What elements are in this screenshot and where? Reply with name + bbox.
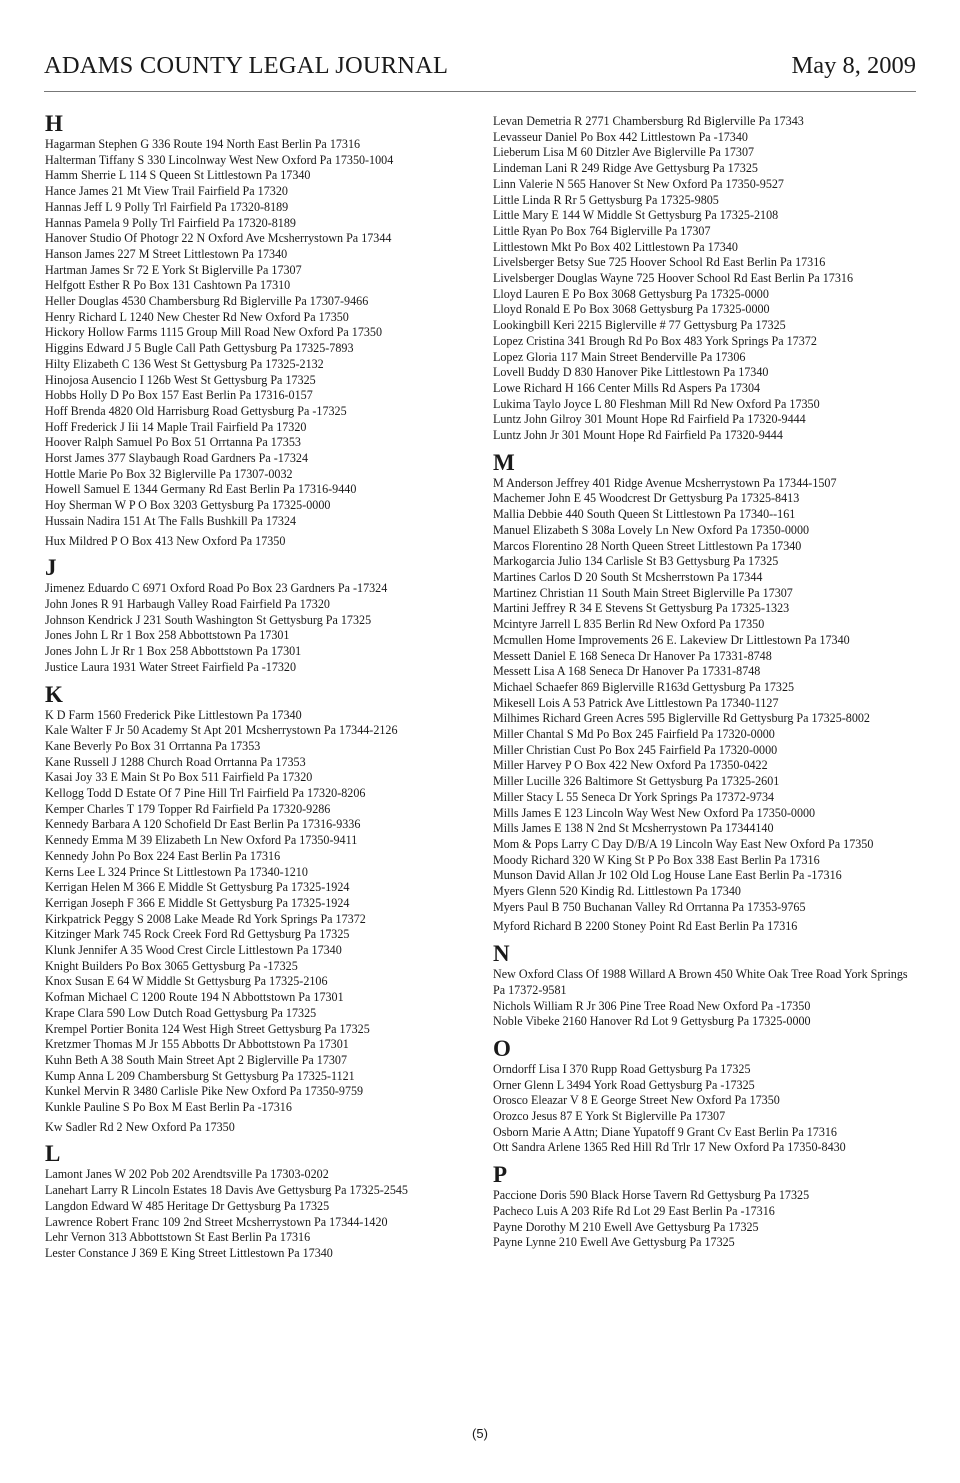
header-rule <box>44 91 916 92</box>
directory-section <box>493 450 943 935</box>
directory-entry: Martinez Christian 11 South Main Street Biglerville Pa 17307 <box>493 585 793 600</box>
directory-entry: Kirkpatrick Peggy S 2008 Lake Meade Rd York Springs Pa 17372 <box>45 911 366 926</box>
directory-entry: Hartman James Sr 72 E York St Biglerville Pa 17307 <box>45 262 302 277</box>
directory-entry: Hinojosa Ausencio I 126b West St Gettysburg Pa 17325 <box>45 372 316 387</box>
directory-entry: Halterman Tiffany S 330 Lincolnway West New Oxford Pa 17350-1004 <box>45 152 394 167</box>
page-header <box>44 52 916 92</box>
directory-entry: Pacheco Luis A 203 Rife Rd Lot 29 East Berlin Pa -17316 <box>493 1203 775 1218</box>
directory-entry: Orozco Jesus 87 E York St Biglerville Pa 17307 <box>493 1109 726 1124</box>
directory-entry: Lloyd Lauren E Po Box 3068 Gettysburg Pa 17325-0000 <box>493 286 769 301</box>
directory-entry: Lukima Taylo Joyce L 80 Fleshman Mill Rd New Oxford Pa 17350 <box>493 396 820 411</box>
directory-entry: Lovell Buddy D 830 Hanover Pike Littlestown Pa 17340 <box>493 365 769 380</box>
directory-entry: Mills James E 123 Lincoln Way West New Oxford Pa 17350-0000 <box>493 805 816 820</box>
directory-entry: Lopez Gloria 117 Main Street Benderville Pa 17306 <box>493 349 746 364</box>
directory-entry: Kennedy Barbara A 120 Schofield Dr East Berlin Pa 17316-9336 <box>45 817 361 832</box>
directory-entry: Mills James E 138 N 2nd St Mcsherrystown Pa 17344140 <box>493 821 774 836</box>
section-letter-heading: L <box>45 1141 61 1167</box>
directory-entry: Justice Laura 1931 Water Street Fairfield Pa -17320 <box>45 659 297 674</box>
directory-section <box>45 1141 495 1261</box>
publication-date: May 8, 2009 <box>791 52 916 79</box>
directory-entry: Orner Glenn L 3494 York Road Gettysburg Pa -17325 <box>493 1077 755 1092</box>
directory-entry: Jones John L Jr Rr 1 Box 258 Abbottstown Pa 17301 <box>45 644 302 659</box>
section-letter-heading: O <box>493 1035 511 1061</box>
directory-entry: Payne Lynne 210 Ewell Ave Gettysburg Pa 17325 <box>493 1235 735 1250</box>
directory-entry: Hobbs Holly D Po Box 157 East Berlin Pa 17316-0157 <box>45 388 313 403</box>
directory-entry: Little Linda R Rr 5 Gettysburg Pa 17325-9805 <box>493 192 719 207</box>
directory-entry: Miller Lucille 326 Baltimore St Gettysburg Pa 17325-2601 <box>493 774 780 789</box>
directory-entry: Miller Stacy L 55 Seneca Dr York Springs Pa 17372-9734 <box>493 789 775 804</box>
directory-entry: Hussain Nadira 151 At The Falls Bushkill Pa 17324 <box>45 513 297 528</box>
directory-entry: Lanehart Larry R Lincoln Estates 18 Davis Ave Gettysburg Pa 17325-2545 <box>45 1183 408 1198</box>
directory-entry: Hanson James 227 M Street Littlestown Pa 17340 <box>45 246 288 261</box>
directory-entry: Martines Carlos D 20 South St Mcsherrstown Pa 17344 <box>493 569 763 584</box>
directory-entry: Kellogg Todd D Estate Of 7 Pine Hill Trl Fairfield Pa 17320-8206 <box>45 786 366 801</box>
directory-entry: Kerns Lee L 324 Prince St Littlestown Pa 17340-1210 <box>45 864 308 879</box>
directory-entry: Orndorff Lisa I 370 Rupp Road Gettysburg Pa 17325 <box>493 1061 751 1076</box>
directory-entry: Levan Demetria R 2771 Chambersburg Rd Biglerville Pa 17343 <box>493 114 804 128</box>
directory-entry: Hickory Hollow Farms 1115 Group Mill Road New Oxford Pa 17350 <box>45 325 383 340</box>
directory-entry: Osborn Marie A Attn; Diane Yupatoff 9 Grant Cv East Berlin Pa 17316 <box>493 1124 837 1139</box>
directory-entry: Marcos Florentino 28 North Queen Street Littlestown Pa 17340 <box>493 538 802 553</box>
directory-entry: Miller Chantal S Md Po Box 245 Fairfield Pa 17320-0000 <box>493 727 775 742</box>
directory-entry: Lehr Vernon 313 Abbottstown St East Berlin Pa 17316 <box>45 1230 311 1245</box>
directory-entry: Kennedy John Po Box 224 East Berlin Pa 17316 <box>45 848 281 863</box>
directory-entry: Hagarman Stephen G 336 Route 194 North East Berlin Pa 17316 <box>45 137 361 151</box>
publication-title: ADAMS COUNTY LEGAL JOURNAL <box>44 52 449 79</box>
directory-entry: Littlestown Mkt Po Box 402 Littlestown Pa 17340 <box>493 239 738 254</box>
directory-entry: Kunkle Pauline S Po Box M East Berlin Pa -17316 <box>45 1100 292 1115</box>
directory-entry: Hilty Elizabeth C 136 West St Gettysburg Pa 17325-2132 <box>45 356 324 371</box>
section-letter-heading: H <box>45 111 63 136</box>
directory-section <box>45 111 495 549</box>
directory-entry: Lester Constance J 369 E King Street Littlestown Pa 17340 <box>45 1246 333 1260</box>
section-letter-heading: J <box>45 555 57 581</box>
directory-entry: Lawrence Robert Franc 109 2nd Street Mcsherrystown Pa 17344-1420 <box>45 1214 388 1229</box>
section-letter-heading: M <box>493 449 515 475</box>
directory-entry: Kw Sadler Rd 2 New Oxford Pa 17350 <box>45 1119 235 1134</box>
directory-entry: Milhimes Richard Green Acres 595 Biglerville Rd Gettysburg Pa 17325-8002 <box>493 711 870 726</box>
directory-entry: Jones John L Rr 1 Box 258 Abbottstown Pa 17301 <box>45 628 290 643</box>
directory-entry: Krape Clara 590 Low Dutch Road Gettysburg Pa 17325 <box>45 1005 317 1020</box>
directory-entry: Hoff Brenda 4820 Old Harrisburg Road Gettysburg Pa -17325 <box>45 403 347 418</box>
directory-entry: Ott Sandra Arlene 1365 Red Hill Rd Trlr 17 New Oxford Pa 17350-8430 <box>493 1140 846 1155</box>
right-column <box>493 114 943 1251</box>
directory-entry: Martini Jeffrey R 34 E Stevens St Gettysburg Pa 17325-1323 <box>493 601 790 616</box>
directory-entry: Livelsberger Douglas Wayne 725 Hoover School Rd East Berlin Pa 17316 <box>493 271 853 286</box>
directory-entry: Livelsberger Betsy Sue 725 Hoover School Rd East Berlin Pa 17316 <box>493 255 826 270</box>
directory-entry: Linn Valerie N 565 Hanover St New Oxford Pa 17350-9527 <box>493 176 784 191</box>
directory-entry: Johnson Kendrick J 231 South Washington St Gettysburg Pa 17325 <box>45 612 372 627</box>
directory-entry: Luntz John Jr 301 Mount Hope Rd Fairfield Pa 17320-9444 <box>493 428 783 443</box>
directory-entry: Mikesell Lois A 53 Patrick Ave Littlestown Pa 17340-1127 <box>493 695 779 710</box>
directory-section <box>493 1036 943 1156</box>
directory-entry: Kane Russell J 1288 Church Road Orrtanna Pa 17353 <box>45 754 306 769</box>
directory-section <box>45 682 495 1136</box>
directory-entry: Knox Susan E 64 W Middle St Gettysburg Pa 17325-2106 <box>45 974 328 989</box>
directory-entry: Jimenez Eduardo C 6971 Oxford Road Po Box 23 Gardners Pa -17324 <box>45 581 388 596</box>
directory-section <box>45 555 495 675</box>
directory-entry: Mcintyre Jarrell L 835 Berlin Rd New Oxford Pa 17350 <box>493 617 765 632</box>
directory-entry: Mom & Pops Larry C Day D/B/A 19 Lincoln Way East New Oxford Pa 17350 <box>493 836 874 851</box>
directory-entry: Kunkel Mervin R 3480 Carlisle Pike New Oxford Pa 17350-9759 <box>45 1084 364 1099</box>
directory-entry: Hanover Studio Of Photogr 22 N Oxford Ave Mcsherrystown Pa 17344 <box>45 231 392 246</box>
directory-entry: Nichols William R Jr 306 Pine Tree Road New Oxford Pa -17350 <box>493 998 811 1013</box>
directory-entry: Hannas Pamela 9 Polly Trl Fairfield Pa 17320-8189 <box>45 215 296 230</box>
directory-entry: Kemper Charles T 179 Topper Rd Fairfield Pa 17320-9286 <box>45 801 331 816</box>
directory-entry: Mcmullen Home Improvements 26 E. Lakeview Dr Littlestown Pa 17340 <box>493 632 850 647</box>
directory-entry: Lowe Richard H 166 Center Mills Rd Aspers Pa 17304 <box>493 380 761 395</box>
directory-entry: Hottle Marie Po Box 32 Biglerville Pa 17307-0032 <box>45 466 293 481</box>
directory-entry: Miller Christian Cust Po Box 245 Fairfield Pa 17320-0000 <box>493 742 778 757</box>
directory-entry: Myford Richard B 2200 Stoney Point Rd East Berlin Pa 17316 <box>493 919 798 934</box>
directory-entry: Hamm Sherrie L 114 S Queen St Littlestown Pa 17340 <box>45 168 311 183</box>
directory-entry: Hoover Ralph Samuel Po Box 51 Orrtanna Pa 17353 <box>45 435 301 450</box>
directory-entry: Klunk Jennifer A 35 Wood Crest Circle Littlestown Pa 17340 <box>45 943 342 958</box>
directory-entry: Kane Beverly Po Box 31 Orrtanna Pa 17353 <box>45 738 261 753</box>
directory-entry: Horst James 377 Slaybaugh Road Gardners Pa -17324 <box>45 451 308 466</box>
directory-entry: Heller Douglas 4530 Chambersburg Rd Biglerville Pa 17307-9466 <box>45 294 369 309</box>
directory-section <box>493 1162 943 1251</box>
directory-entry: Miller Harvey P O Box 422 New Oxford Pa 17350-0422 <box>493 758 768 773</box>
directory-entry: Markogarcia Julio 134 Carlisle St B3 Gettysburg Pa 17325 <box>493 554 779 569</box>
directory-entry: Hannas Jeff L 9 Polly Trl Fairfield Pa 17320-8189 <box>45 199 289 214</box>
directory-entry: Myers Glenn 520 Kindig Rd. Littlestown Pa 17340 <box>493 884 741 899</box>
directory-entry: Helfgott Esther R Po Box 131 Cashtown Pa 17310 <box>45 278 291 293</box>
section-letter-heading: K <box>45 681 63 707</box>
directory-entry: Levasseur Daniel Po Box 442 Littlestown Pa -17340 <box>493 129 748 144</box>
directory-entry: Henry Richard L 1240 New Chester Rd New Oxford Pa 17350 <box>45 309 349 324</box>
directory-entry: Messett Lisa A 168 Seneca Dr Hanover Pa 17331-8748 <box>493 664 761 679</box>
section-letter-heading: N <box>493 941 510 967</box>
directory-entry: Hux Mildred P O Box 413 New Oxford Pa 17350 <box>45 533 286 548</box>
directory-entry: Kump Anna L 209 Chambersburg St Gettysburg Pa 17325-1121 <box>45 1068 355 1083</box>
directory-entry: Kuhn Beth A 38 South Main Street Apt 2 Biglerville Pa 17307 <box>45 1052 348 1067</box>
directory-entry: Mallia Debbie 440 South Queen St Littlestown Pa 17340--161 <box>493 507 796 522</box>
directory-entry: Michael Schaefer 869 Biglerville R163d Gettysburg Pa 17325 <box>493 679 795 694</box>
directory-entry: Lieberum Lisa M 60 Ditzler Ave Biglerville Pa 17307 <box>493 145 755 160</box>
directory-entry: Kretzmer Thomas M Jr 155 Abbotts Dr Abbottstown Pa 17301 <box>45 1037 349 1052</box>
directory-entry: Moody Richard 320 W King St P Po Box 338 East Berlin Pa 17316 <box>493 852 820 867</box>
directory-entry: Kasai Joy 33 E Main St Po Box 511 Fairfield Pa 17320 <box>45 770 313 785</box>
directory-entry: Orosco Eleazar V 8 E George Street New Oxford Pa 17350 <box>493 1093 780 1108</box>
directory-entry: Lamont Janes W 202 Pob 202 Arendtsville Pa 17303-0202 <box>45 1167 329 1182</box>
directory-entry: Lindeman Lani R 249 Ridge Ave Gettysburg Pa 17325 <box>493 161 758 176</box>
directory-entry: Kofman Michael C 1200 Route 194 N Abbottstown Pa 17301 <box>45 990 344 1005</box>
directory-entry: Lloyd Ronald E Po Box 3068 Gettysburg Pa 17325-0000 <box>493 302 770 317</box>
directory-entry: Kitzinger Mark 745 Rock Creek Ford Rd Gettysburg Pa 17325 <box>45 927 350 942</box>
directory-entry: Lopez Cristina 341 Brough Rd Po Box 483 York Springs Pa 17372 <box>493 333 817 348</box>
directory-entry: Krempel Portier Bonita 124 West High Street Gettysburg Pa 17325 <box>45 1021 370 1036</box>
directory-entry: Kennedy Emma M 39 Elizabeth Ln New Oxford Pa 17350-9411 <box>45 833 358 848</box>
directory-entry: Manuel Elizabeth S 308a Lovely Ln New Oxford Pa 17350-0000 <box>493 522 810 537</box>
directory-entry: Messett Daniel E 168 Seneca Dr Hanover Pa 17331-8748 <box>493 648 772 663</box>
directory-entry: Luntz John Gilroy 301 Mount Hope Rd Fairfield Pa 17320-9444 <box>493 412 806 427</box>
directory-entry: Little Mary E 144 W Middle St Gettysburg Pa 17325-2108 <box>493 208 779 223</box>
directory-entry: Howell Samuel E 1344 Germany Rd East Berlin Pa 17316-9440 <box>45 482 357 497</box>
directory-entry: Kerrigan Helen M 366 E Middle St Gettysburg Pa 17325-1924 <box>45 880 350 895</box>
directory-section <box>493 114 943 444</box>
directory-entry: John Jones R 91 Harbaugh Valley Road Fairfield Pa 17320 <box>45 596 330 611</box>
directory-entry: Machemer John E 45 Woodcrest Dr Gettysburg Pa 17325-8413 <box>493 491 800 506</box>
directory-entry: Knight Builders Po Box 3065 Gettysburg Pa -17325 <box>45 958 298 973</box>
directory-entry: Higgins Edward J 5 Bugle Call Path Gettysburg Pa 17325-7893 <box>45 341 354 356</box>
directory-entry: Payne Dorothy M 210 Ewell Ave Gettysburg Pa 17325 <box>493 1219 759 1234</box>
directory-entry: Little Ryan Po Box 764 Biglerville Pa 17307 <box>493 223 711 238</box>
section-letter-heading: P <box>493 1162 508 1188</box>
directory-entry: Hoff Frederick J Iii 14 Maple Trail Fairfield Pa 17320 <box>45 419 307 434</box>
directory-entry: K D Farm 1560 Frederick Pike Littlestown Pa 17340 <box>45 707 302 722</box>
page-number: (5) <box>472 1426 488 1441</box>
directory-entry: Lookingbill Keri 2215 Biglerville # 77 Gettysburg Pa 17325 <box>493 318 786 333</box>
directory-entry: Hoy Sherman W P O Box 3203 Gettysburg Pa 17325-0000 <box>45 498 331 513</box>
directory-entry: Noble Vibeke 2160 Hanover Rd Lot 9 Gettysburg Pa 17325-0000 <box>493 1014 811 1029</box>
left-column <box>45 111 495 1262</box>
directory-entry: Munson David Allan Jr 102 Old Log House Lane East Berlin Pa -17316 <box>493 868 842 883</box>
directory-entry: M Anderson Jeffrey 401 Ridge Avenue Mcsherrystown Pa 17344-1507 <box>493 475 837 490</box>
directory-entry: Kerrigan Joseph F 366 E Middle St Gettysburg Pa 17325-1924 <box>45 895 350 910</box>
directory-entry: Langdon Edward W 485 Heritage Dr Gettysburg Pa 17325 <box>45 1198 330 1213</box>
directory-entry: New Oxford Class Of 1988 Willard A Brown 450 White Oak Tree Road York Springs Pa 17372-9581 <box>493 967 908 997</box>
directory-entry: Paccione Doris 590 Black Horse Tavern Rd Gettysburg Pa 17325 <box>493 1188 810 1203</box>
directory-entry: Myers Paul B 750 Buchanan Valley Rd Orrtanna Pa 17353-9765 <box>493 899 806 914</box>
directory-entry: Kale Walter F Jr 50 Academy St Apt 201 Mcsherrystown Pa 17344-2126 <box>45 723 398 738</box>
directory-entry: Hance James 21 Mt View Trail Fairfield Pa 17320 <box>45 184 288 199</box>
directory-section <box>493 941 943 1030</box>
